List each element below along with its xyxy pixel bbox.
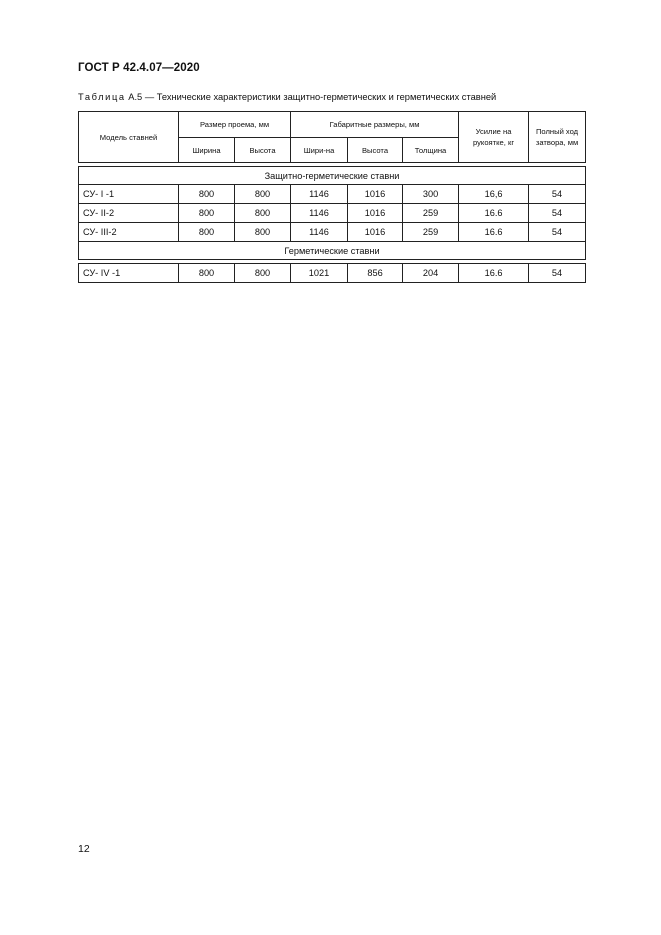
specifications-table (78, 111, 586, 283)
table-row (79, 264, 586, 283)
cell-overall-thickness: 259 (403, 204, 459, 223)
cell-model: СУ- III-2 (79, 223, 179, 242)
group-heading: Защитно-герметические ставни (79, 167, 586, 185)
cell-overall-thickness: 204 (403, 264, 459, 283)
page-number: 12 (78, 843, 90, 855)
cell-opening-height: 800 (235, 204, 291, 223)
col-header-opening-size: Размер проема, мм (179, 112, 291, 138)
cell-overall-width: 1146 (291, 185, 348, 204)
group-heading: Герметические ставни (79, 242, 586, 260)
col-header-overall-dimensions: Габаритные размеры, мм (291, 112, 459, 138)
col-header-overall-width: Шири-на (291, 138, 348, 163)
cell-handle-force: 16.6 (459, 223, 529, 242)
cell-overall-thickness: 300 (403, 185, 459, 204)
cell-model: СУ- IV -1 (79, 264, 179, 283)
cell-full-stroke: 54 (529, 264, 586, 283)
cell-overall-height: 1016 (348, 204, 403, 223)
cell-opening-width: 800 (179, 204, 235, 223)
cell-opening-height: 800 (235, 223, 291, 242)
cell-opening-width: 800 (179, 185, 235, 204)
cell-model: СУ- II-2 (79, 204, 179, 223)
col-header-overall-thickness: Толщина (403, 138, 459, 163)
table-caption-number: А.5 (128, 92, 143, 102)
col-header-overall-height: Высота (348, 138, 403, 163)
cell-overall-width: 1021 (291, 264, 348, 283)
table-caption-label: Таблица (78, 92, 126, 102)
cell-handle-force: 16,6 (459, 185, 529, 204)
cell-overall-width: 1146 (291, 223, 348, 242)
cell-opening-width: 800 (179, 223, 235, 242)
col-header-opening-width: Ширина (179, 138, 235, 163)
cell-opening-width: 800 (179, 264, 235, 283)
document-header: ГОСТ Р 42.4.07—2020 (78, 62, 200, 74)
cell-handle-force: 16.6 (459, 204, 529, 223)
table-row (79, 223, 586, 242)
cell-overall-height: 856 (348, 264, 403, 283)
col-header-model: Модель ставней (79, 112, 179, 163)
table-row (79, 185, 586, 204)
table-row (79, 204, 586, 223)
col-header-handle-force: Усилие на рукоятке, кг (459, 112, 529, 163)
cell-overall-height: 1016 (348, 185, 403, 204)
col-header-opening-height: Высота (235, 138, 291, 163)
table-caption-text: — Технические характеристики защитно-герметических и герметических ставней (144, 92, 497, 102)
cell-full-stroke: 54 (529, 223, 586, 242)
col-header-full-stroke: Полный ход затвора, мм (529, 112, 586, 163)
cell-handle-force: 16.6 (459, 264, 529, 283)
table-caption (78, 92, 496, 102)
cell-full-stroke: 54 (529, 185, 586, 204)
cell-overall-thickness: 259 (403, 223, 459, 242)
cell-overall-height: 1016 (348, 223, 403, 242)
cell-full-stroke: 54 (529, 204, 586, 223)
cell-model: СУ- I -1 (79, 185, 179, 204)
cell-overall-width: 1146 (291, 204, 348, 223)
cell-opening-height: 800 (235, 264, 291, 283)
cell-opening-height: 800 (235, 185, 291, 204)
